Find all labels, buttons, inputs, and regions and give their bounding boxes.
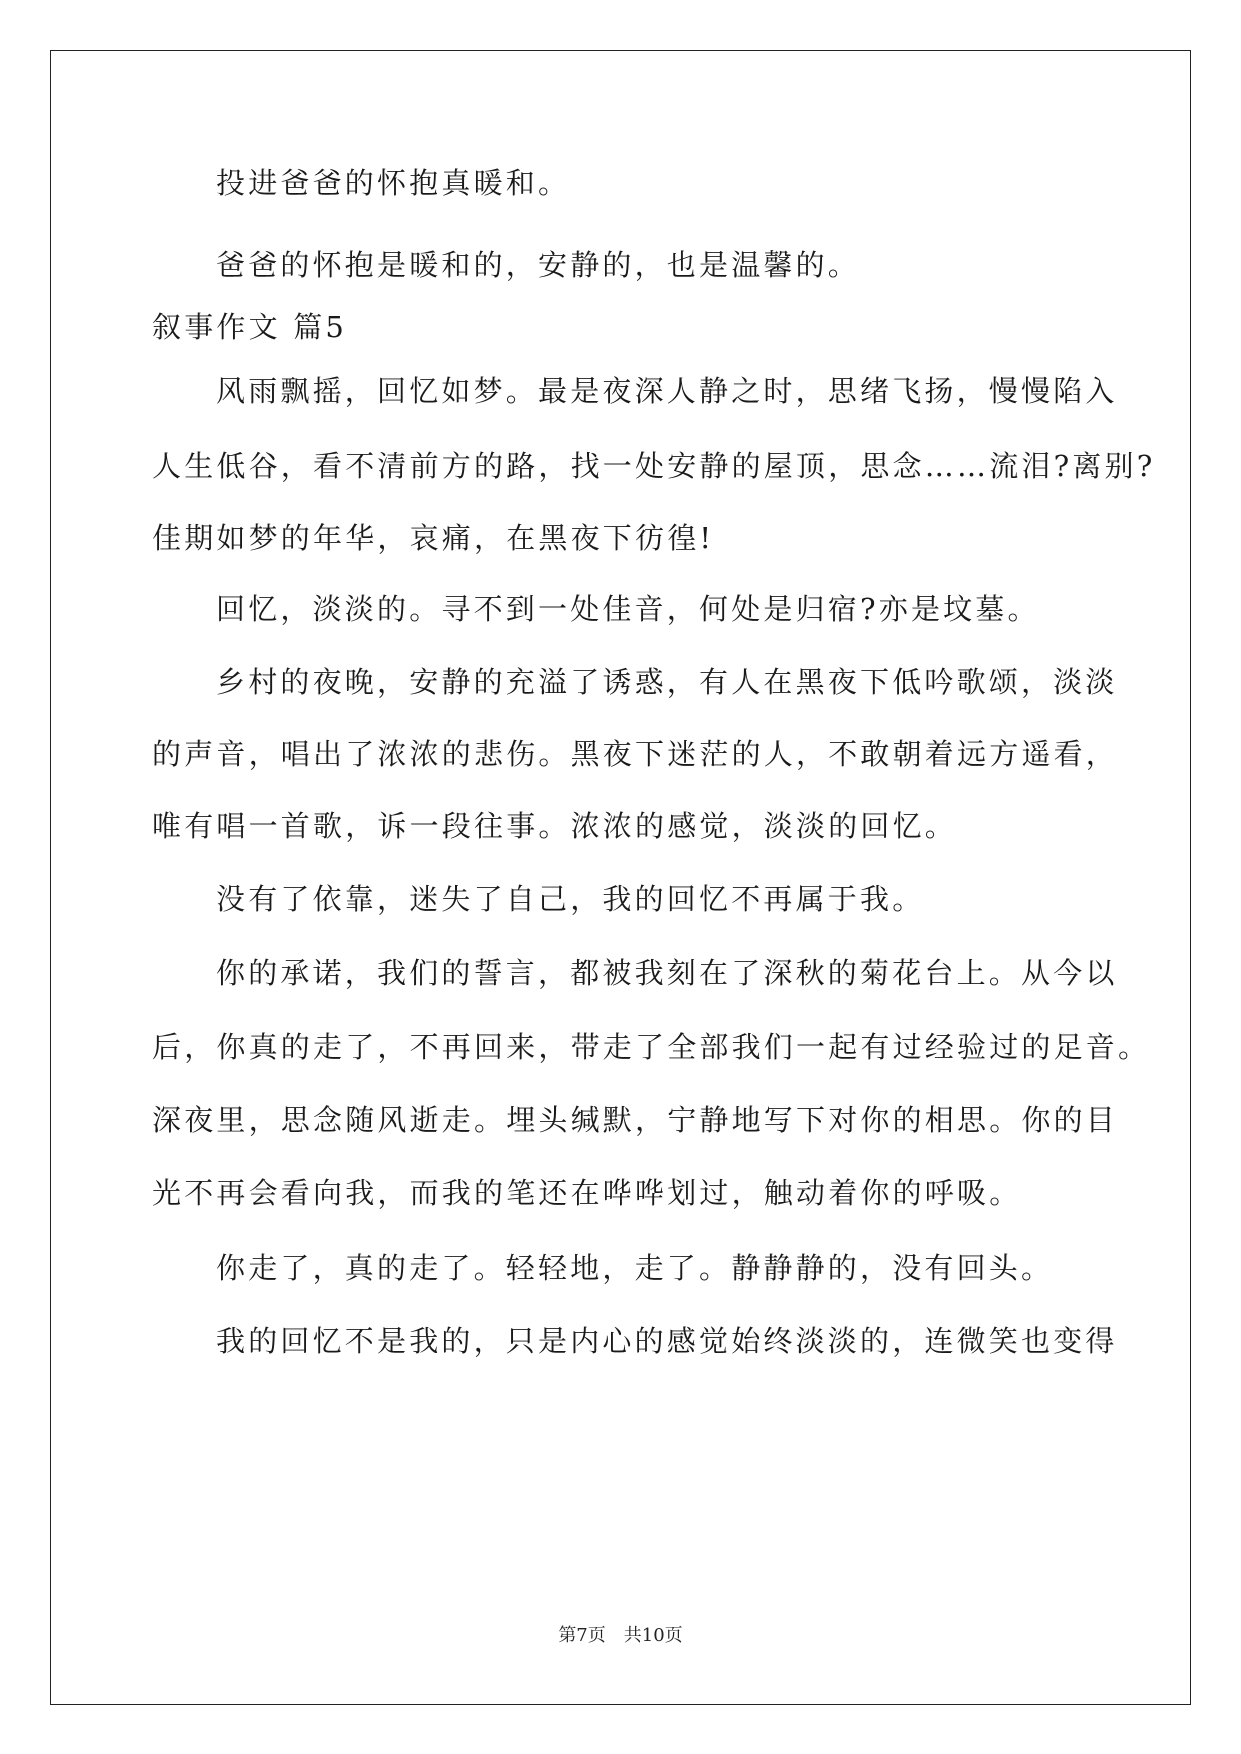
text-line: 深夜里，思念随风逝走。埋头缄默，宁静地写下对你的相思。你的目: [152, 1103, 1119, 1137]
text-line: 后，你真的走了，不再回来，带走了全部我们一起有过经验过的足音。: [152, 1030, 1151, 1064]
text-line: 没有了依靠，迷失了自己，我的回忆不再属于我。: [216, 882, 925, 916]
text-line: 我的回忆不是我的，只是内心的感觉始终淡淡的，连微笑也变得: [216, 1324, 1118, 1358]
text-line: 爸爸的怀抱是暖和的，安静的，也是温馨的。: [216, 248, 861, 282]
page-footer: [0, 1624, 1241, 1648]
page-border: [50, 50, 1191, 1705]
text-line: 乡村的夜晚，安静的充溢了诱惑，有人在黑夜下低吟歌颂，淡淡: [216, 665, 1118, 699]
text-line: 人生低谷，看不清前方的路，找一处安静的屋顶，思念……流泪?离别?: [152, 449, 1156, 483]
text-line: 你走了，真的走了。轻轻地，走了。静静静的，没有回头。: [216, 1251, 1054, 1285]
text-line: 风雨飘摇，回忆如梦。最是夜深人静之时，思绪飞扬，慢慢陷入: [216, 374, 1118, 408]
text-line: 的声音，唱出了浓浓的悲伤。黑夜下迷茫的人，不敢朝着远方遥看，: [152, 737, 1119, 771]
text-line: 你的承诺，我们的誓言，都被我刻在了深秋的菊花台上。从今以: [216, 956, 1118, 990]
text-line: 回忆，淡淡的。寻不到一处佳音，何处是归宿?亦是坟墓。: [216, 592, 1040, 626]
text-line: 唯有唱一首歌，诉一段往事。浓浓的感觉，淡淡的回忆。: [152, 809, 958, 843]
text-line: 投进爸爸的怀抱真暖和。: [216, 166, 571, 200]
page-number-total: 共10页: [623, 1625, 683, 1646]
page-number-current: 第7页: [558, 1625, 606, 1646]
text-line: 光不再会看向我，而我的笔还在哗哗划过，触动着你的呼吸。: [152, 1176, 1022, 1210]
section-heading: 叙事作文 篇5: [152, 310, 348, 344]
text-line: 佳期如梦的年华，哀痛，在黑夜下彷徨!: [152, 521, 715, 555]
